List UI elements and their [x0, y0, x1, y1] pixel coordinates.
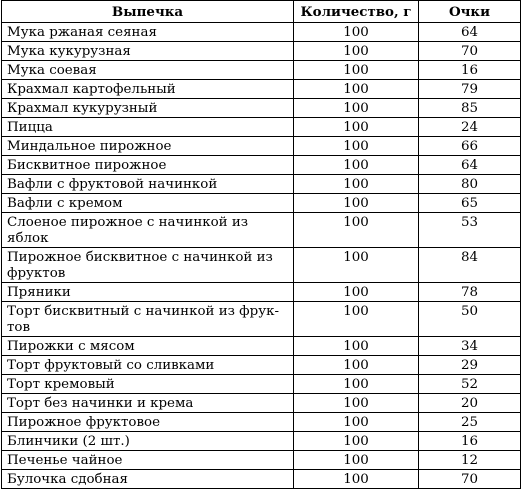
product-name-cell: Пирожное фруктовое	[2, 413, 294, 432]
product-name-cell: Крахмал кукурузный	[2, 99, 294, 118]
points-cell: 29	[419, 356, 521, 375]
points-cell: 52	[419, 375, 521, 394]
table-row	[2, 137, 521, 156]
product-name-cell: Миндальное пирожное	[2, 137, 294, 156]
quantity-cell: 100	[294, 80, 419, 99]
quantity-cell: 100	[294, 375, 419, 394]
product-name-cell: Торт бисквитный с начинкой из фрук-тов	[2, 302, 294, 337]
points-cell: 85	[419, 99, 521, 118]
points-cell: 65	[419, 194, 521, 213]
product-name-cell: Мука кукурузная	[2, 42, 294, 61]
points-cell: 64	[419, 23, 521, 42]
table-row	[2, 470, 521, 489]
quantity-cell: 100	[294, 194, 419, 213]
quantity-cell: 100	[294, 137, 419, 156]
table-row	[2, 337, 521, 356]
quantity-cell: 100	[294, 413, 419, 432]
quantity-cell: 100	[294, 356, 419, 375]
product-name-cell: Пицца	[2, 118, 294, 137]
table-row	[2, 80, 521, 99]
table-row	[2, 118, 521, 137]
quantity-cell: 100	[294, 394, 419, 413]
points-cell: 79	[419, 80, 521, 99]
quantity-cell: 100	[294, 175, 419, 194]
table-row	[2, 175, 521, 194]
quantity-cell: 100	[294, 432, 419, 451]
points-cell: 20	[419, 394, 521, 413]
quantity-cell: 100	[294, 156, 419, 175]
product-name-cell: Вафли с фруктовой начинкой	[2, 175, 294, 194]
points-cell: 24	[419, 118, 521, 137]
points-cell: 64	[419, 156, 521, 175]
table-row	[2, 213, 521, 248]
points-cell: 70	[419, 42, 521, 61]
table-row	[2, 283, 521, 302]
product-name-cell: Бисквитное пирожное	[2, 156, 294, 175]
product-name-cell: Торт без начинки и крема	[2, 394, 294, 413]
quantity-cell: 100	[294, 470, 419, 489]
product-name-cell: Мука ржаная сеяная	[2, 23, 294, 42]
points-cell: 12	[419, 451, 521, 470]
product-name-cell: Пряники	[2, 283, 294, 302]
product-name-cell: Печенье чайное	[2, 451, 294, 470]
quantity-cell: 100	[294, 61, 419, 80]
points-cell: 78	[419, 283, 521, 302]
table-row	[2, 375, 521, 394]
quantity-cell: 100	[294, 99, 419, 118]
points-cell: 25	[419, 413, 521, 432]
points-cell: 16	[419, 432, 521, 451]
quantity-cell: 100	[294, 42, 419, 61]
product-name-cell: Булочка сдобная	[2, 470, 294, 489]
points-cell: 84	[419, 248, 521, 283]
column-header-points: Очки	[419, 1, 521, 23]
points-cell: 16	[419, 61, 521, 80]
table-row	[2, 413, 521, 432]
table-row	[2, 302, 521, 337]
table-row	[2, 61, 521, 80]
points-cell: 66	[419, 137, 521, 156]
quantity-cell: 100	[294, 451, 419, 470]
product-name-cell: Торт кремовый	[2, 375, 294, 394]
table-row	[2, 394, 521, 413]
table-row	[2, 194, 521, 213]
quantity-cell: 100	[294, 23, 419, 42]
points-cell: 80	[419, 175, 521, 194]
column-header-product: Выпечка	[2, 1, 294, 23]
table-row	[2, 356, 521, 375]
table-row	[2, 42, 521, 61]
product-name-cell: Крахмал картофельный	[2, 80, 294, 99]
quantity-cell: 100	[294, 118, 419, 137]
baked-goods-table	[1, 0, 521, 489]
points-cell: 70	[419, 470, 521, 489]
table-header-row	[2, 1, 521, 23]
table-row	[2, 248, 521, 283]
table-row	[2, 99, 521, 118]
quantity-cell: 100	[294, 337, 419, 356]
table-row	[2, 451, 521, 470]
product-name-cell: Слоеное пирожное с начинкой из яблок	[2, 213, 294, 248]
quantity-cell: 100	[294, 283, 419, 302]
product-name-cell: Пирожки с мясом	[2, 337, 294, 356]
table-row	[2, 23, 521, 42]
column-header-quantity: Количество, г	[294, 1, 419, 23]
product-name-cell: Пирожное бисквитное с начинкой из фруктов	[2, 248, 294, 283]
quantity-cell: 100	[294, 302, 419, 337]
table-row	[2, 156, 521, 175]
product-name-cell: Вафли с кремом	[2, 194, 294, 213]
table-row	[2, 432, 521, 451]
points-cell: 53	[419, 213, 521, 248]
product-name-cell: Блинчики (2 шт.)	[2, 432, 294, 451]
table-body	[2, 23, 521, 489]
product-name-cell: Мука соевая	[2, 61, 294, 80]
points-cell: 34	[419, 337, 521, 356]
product-name-cell: Торт фруктовый со сливками	[2, 356, 294, 375]
quantity-cell: 100	[294, 213, 419, 248]
quantity-cell: 100	[294, 248, 419, 283]
points-cell: 50	[419, 302, 521, 337]
